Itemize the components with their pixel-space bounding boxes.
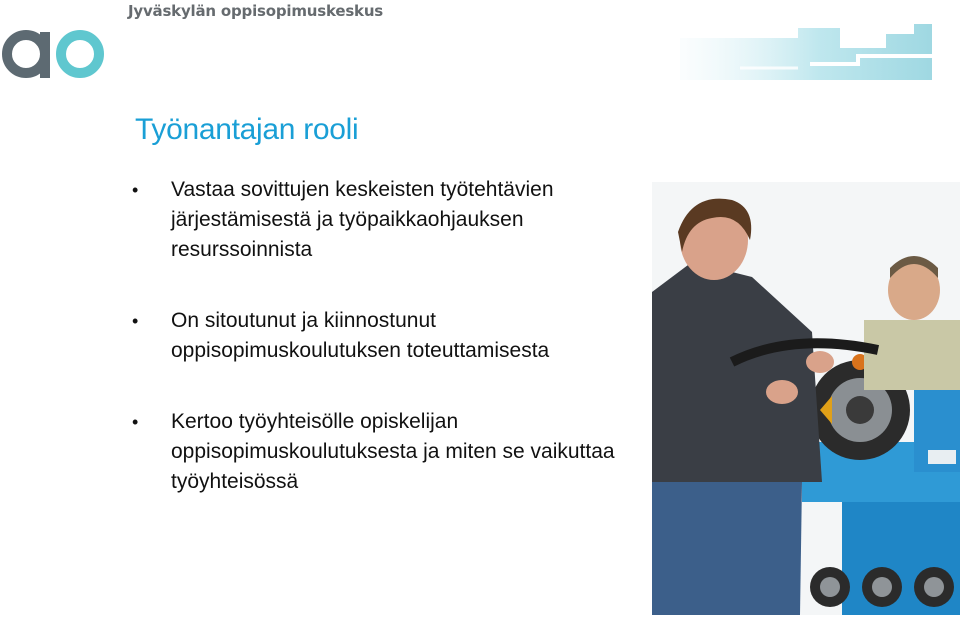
bullet-text: Vastaa sovittujen keskeisten työtehtävien järjestämisestä ja työpaikkaohjauksen resurssoinnista	[171, 178, 554, 261]
organization-name: Jyväskylän oppisopimuskeskus	[128, 2, 384, 20]
bullet-dot-icon: •	[132, 412, 139, 432]
bullet-item	[130, 175, 640, 265]
slide-title: Työnantajan rooli	[135, 113, 359, 146]
bullet-item	[130, 306, 640, 366]
bullet-list	[130, 175, 640, 538]
bullet-dot-icon: •	[132, 180, 139, 200]
stairs-decoration	[680, 24, 932, 80]
bullet-dot-icon: •	[132, 311, 139, 331]
bullet-text: Kertoo työyhteisölle opiskelijan oppisopimuskoulutuksesta ja miten se vaikuttaa työyhteisössä	[171, 410, 615, 493]
bullet-text: On sitoutunut ja kiinnostunut oppisopimuskoulutuksen toteuttamisesta	[171, 309, 550, 362]
workers-photo	[652, 182, 960, 615]
bullet-item	[130, 407, 640, 497]
ao-logo	[0, 14, 120, 84]
